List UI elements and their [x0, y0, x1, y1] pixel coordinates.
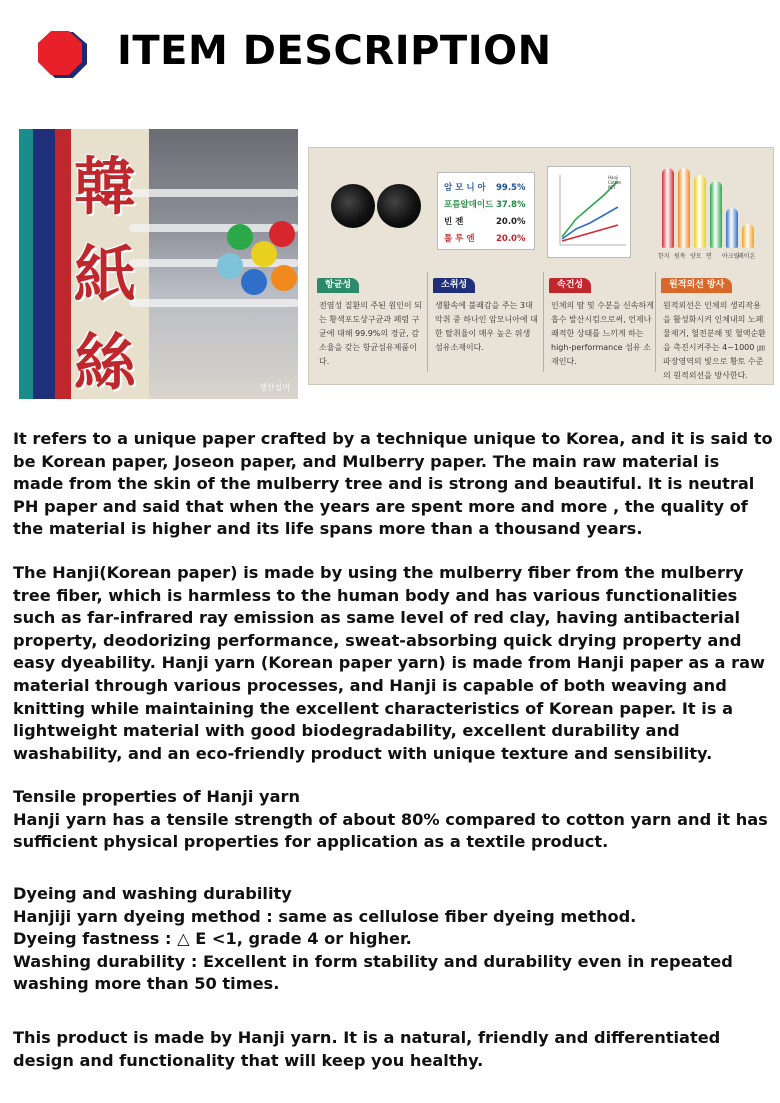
legend-label: Cotton	[608, 180, 622, 185]
divider	[543, 272, 544, 372]
dyeing-fastness: Dyeing fastness : △ E <1, grade 4 or higher.	[13, 929, 412, 949]
paragraph-closing	[13, 1027, 773, 1072]
panel-title: 원적외선 방사	[661, 278, 732, 293]
panel-text: 생활속에 불쾌감을 주는 3대 악취 중 하나인 암모니아에 대한 탈취율이 매우 높은 위생 섬유소재이다.	[435, 301, 538, 352]
property-panel-deodorizing	[433, 272, 541, 355]
machine-row	[129, 299, 298, 307]
yarn-ball	[377, 184, 421, 228]
yarn-spool	[241, 269, 267, 295]
bar-label: 아크릴	[722, 253, 740, 260]
panel-title: 속건성	[549, 278, 591, 293]
divider	[427, 272, 428, 372]
tensile-text: Hanji yarn has a tensile strength of about 80% compared to cotton yarn and it has sufficient physical properties for application as a textile product.	[13, 809, 768, 852]
deodorization-row: 톨 루 엔 20.0%	[444, 234, 526, 244]
bar-label: 원목	[674, 253, 686, 260]
yarn-spool	[251, 241, 277, 267]
section-dyeing	[13, 883, 773, 996]
panel-text: 인체의 땀 및 수분을 신속하게 흡수 발산시킴으로써, 언제나 쾌적한 상태를 느끼게 하는 high-performance 섬유 소재인다.	[551, 301, 654, 366]
deodorization-table	[437, 172, 535, 250]
image-stripe	[33, 129, 55, 399]
hanji-details-text: The Hanji(Korean paper) is made by using the mulberry fiber from the mulberry tree fiber, which is harmless to the human body and has various functionalities such as far-infrared ray emission as same level of red clay, having antibacterial property, deodorizing performance, sweat-absorbing quick drying property and easy dyeability. Hanji yarn (Korean paper yarn) is made from Hanji paper as a raw material through various processes, and Hanji is capable of both weaving and knitting while maintaining the excellent characteristics of Korean paper. It is a lightweight material with good biodegradability, excellent durability and washability, and an eco-friendly product with unique texture and sensibility.	[13, 563, 765, 763]
section-tensile	[13, 786, 773, 854]
product-image-properties	[308, 147, 774, 385]
machine-row	[129, 189, 298, 197]
panel-text: 원적외선은 인체의 생리작용을 활성화시켜 인체내의 노폐물제거, 혈전분해 및 혈액순환을 촉진시켜주는 4~1000 ㎛파장영역의 빛으로 황토 수준의 원적외선을 방사한다.	[663, 301, 766, 380]
infrared-bar	[710, 181, 722, 248]
paragraph-intro	[13, 428, 773, 541]
bar-label: 레이온	[738, 253, 756, 260]
infrared-bar	[678, 168, 690, 248]
closing-text: This product is made by Hanji yarn. It is a natural, friendly and differentiated design and functionality that will keep you healthy.	[13, 1028, 721, 1070]
image-caption: 생산설비	[259, 383, 290, 392]
hanja-character: 韓	[74, 150, 137, 223]
product-image-factory	[19, 129, 298, 399]
yarn-spool	[271, 265, 297, 291]
bar-label: 면	[706, 253, 712, 260]
paragraph-hanji-details	[13, 562, 773, 765]
yarn-spool	[269, 221, 295, 247]
property-panel-quick-drying	[549, 272, 657, 369]
yarn-spool	[217, 253, 243, 279]
deodorization-row: 빈 젠 20.0%	[444, 217, 526, 227]
infrared-bar	[726, 208, 738, 248]
intro-text: It refers to a unique paper crafted by a technique unique to Korea, and it is said to be Korean paper, Joseon paper, and Mulberry paper. The main raw material is made from the skin of the mulberry tree and is strong and beautiful. It is neutral PH paper and said that when the years are spent more and more , the quality of the material is higher and its life spans more than a thousand years.	[13, 429, 773, 539]
dyeing-heading: Dyeing and washing durability	[13, 884, 292, 903]
image-stripe	[19, 129, 33, 399]
deodorization-row: 암 모 니 아 99.5%	[444, 183, 526, 193]
infrared-bar	[662, 168, 674, 248]
washing-durability: Washing durability : Excellent in form stability and durability even in repeated washing more than 50 times.	[13, 951, 733, 994]
header	[0, 0, 780, 110]
deodorization-row: 포름알데이드 37.8%	[444, 200, 526, 210]
octagon-logo-icon	[35, 30, 89, 80]
panel-title: 항균성	[317, 278, 359, 293]
legend-label: Hanji	[608, 175, 619, 180]
panel-title: 소취성	[433, 278, 475, 293]
infrared-bar	[742, 224, 754, 248]
hanja-character: 紙	[74, 238, 137, 311]
bar-label: 한지	[658, 253, 670, 260]
bar-label: 양모	[690, 253, 702, 260]
property-panel-antibacterial	[317, 272, 425, 369]
dyeing-method: Hanjiji yarn dyeing method : same as cellulose fiber dyeing method.	[13, 906, 637, 926]
hanja-character: 絲	[74, 326, 137, 399]
yarn-ball	[331, 184, 375, 228]
legend-label: PET	[608, 185, 616, 190]
panel-text: 전염성 질환의 주된 원인이 되는 황색포도상구균과 폐렴 구균에 대해 99.9%의 경균, 감소율을 갖는 항균섬유제품이다.	[319, 301, 422, 366]
infrared-bar-chart	[654, 160, 766, 260]
image-stripe	[55, 129, 71, 399]
tensile-heading: Tensile properties of Hanji yarn	[13, 787, 301, 806]
yarn-spool	[227, 224, 253, 250]
drying-line-chart	[547, 166, 631, 258]
page-title: ITEM DESCRIPTION	[117, 28, 552, 74]
divider	[655, 272, 656, 372]
infrared-bar	[694, 175, 706, 248]
property-panel-far-infrared	[661, 272, 769, 383]
